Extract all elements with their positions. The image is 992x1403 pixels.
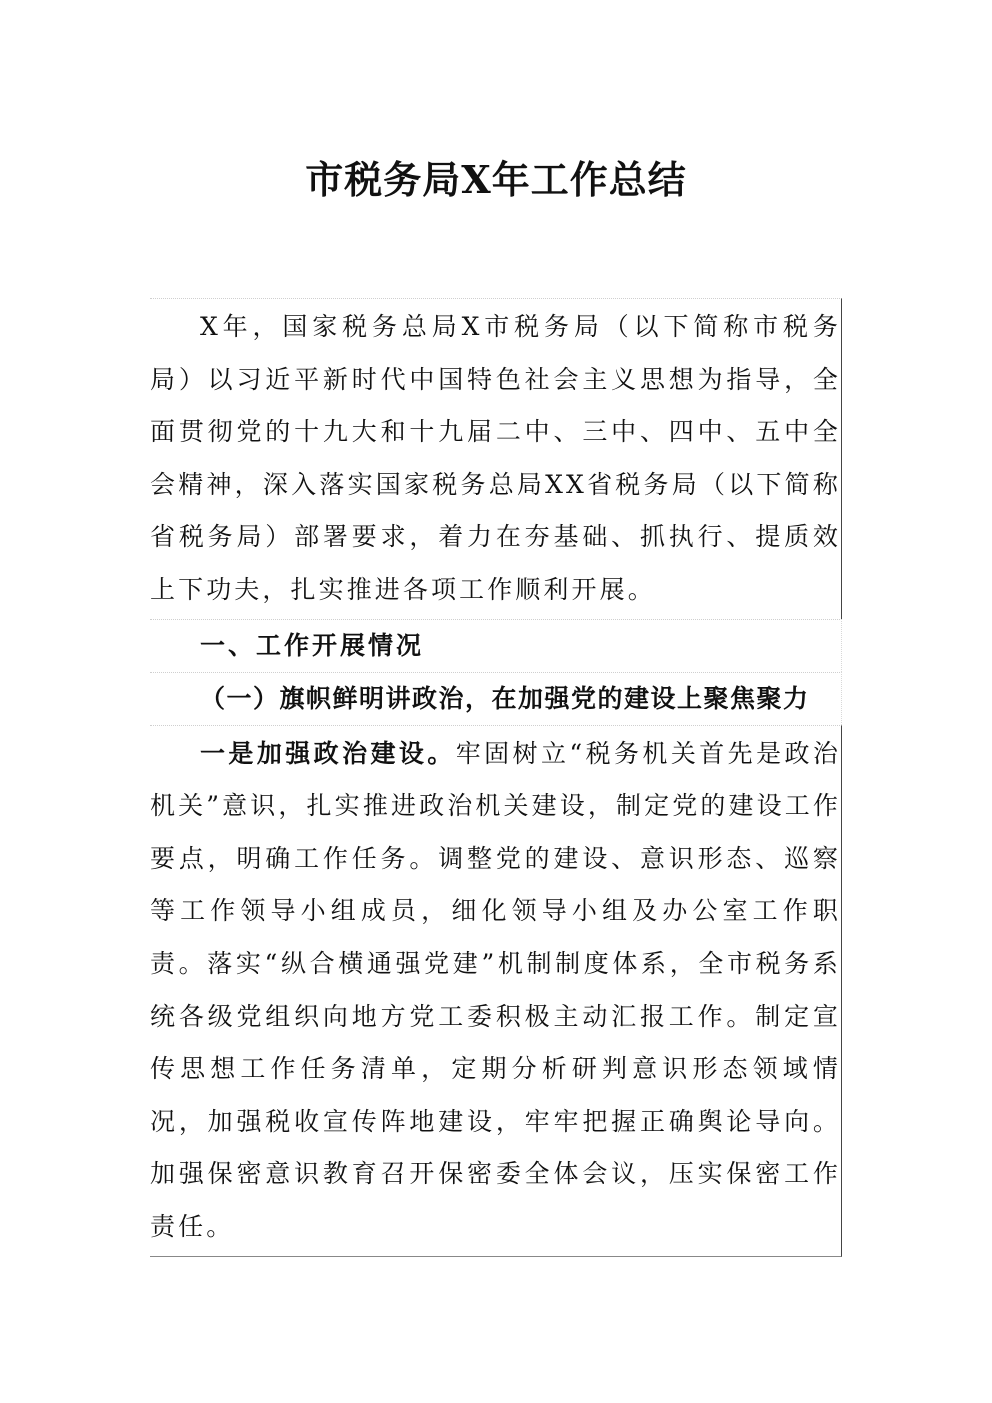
point-body: 牢固树立“税务机关首先是政治机关”意识，扎实推进政治机关建设，制定党的建设工作要点，明确工作任务。调整党的建设、意识形态、巡察等工作领导小组成员，细化领导小组及办公室工作职责。落实“纵合横通强党建”机制制度体系，全市税务系统各级党组织向地方党工委积极主动汇报工作。制定宣传思想工作任务清单，定期分析研判意识形态领域情况，加强税收宣传阵地建设，牢牢把握正确舆论导向。加强保密意识教育召开保密委全体会议，压实保密工作责任。 (150, 738, 841, 1241)
point-lead: 一是加强政治建设。 (200, 738, 456, 768)
section-heading-block (150, 619, 842, 672)
point-block (150, 725, 842, 1257)
point-paragraph (150, 726, 841, 1256)
subsection-heading-block (150, 672, 842, 725)
intro-block (150, 298, 842, 619)
subsection-heading: （一）旗帜鲜明讲政治，在加强党的建设上聚焦聚力 (200, 683, 810, 713)
intro-paragraph: X年，国家税务总局X市税务局（以下简称市税务局）以习近平新时代中国特色社会主义思想为指导，全面贯彻党的十九大和十九届二中、三中、四中、五中全会精神，深入落实国家税务总局XX省税务局（以下简称省税务局）部署要求，着力在夯基础、抓执行、提质效上下功夫，扎实推进各项工作顺利开展。 (150, 312, 841, 604)
page-title: 市税务局X年工作总结 (305, 157, 687, 202)
document-body (150, 298, 842, 1257)
section-heading: 一、工作开展情况 (200, 630, 425, 660)
